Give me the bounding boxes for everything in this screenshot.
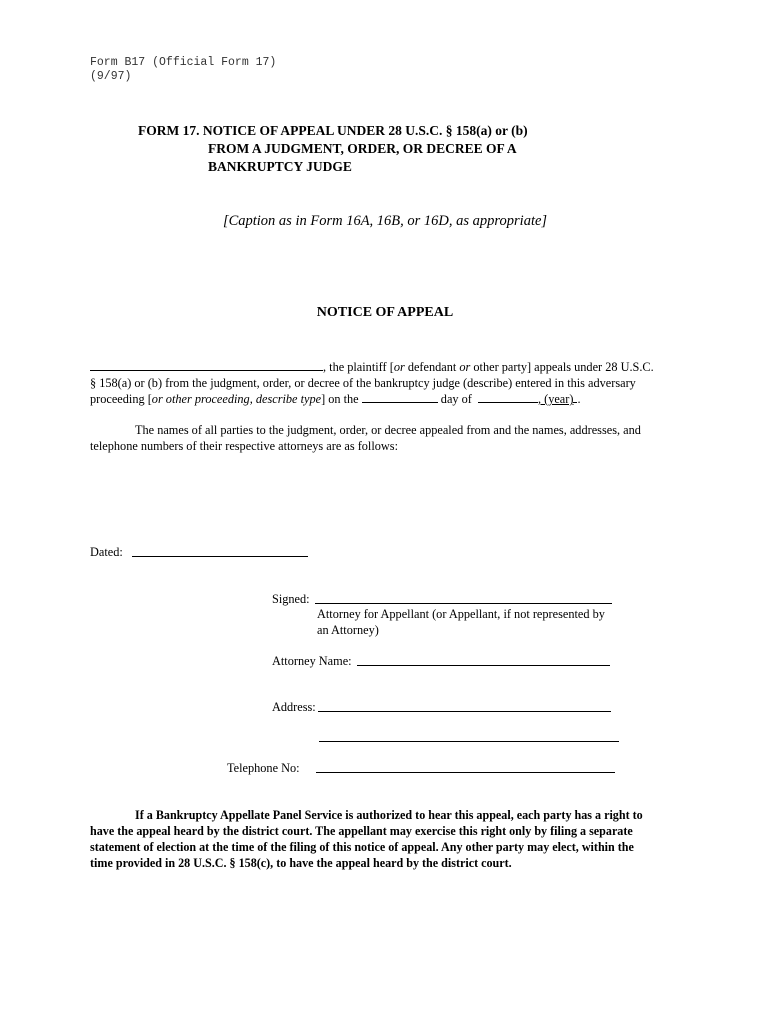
parties-paragraph [90,422,690,454]
text-segment: other party] appeals under 28 U.S.C. [470,360,654,374]
form-title-line2: FROM A JUDGMENT, ORDER, OR DECREE OF A [208,141,517,156]
text-segment: defendant [404,360,460,374]
signature-field[interactable] [315,603,612,604]
text-segment: or [459,360,471,374]
appeal-paragraph-line3 [90,391,690,407]
text-segment: or other proceeding, describe type [151,392,322,406]
appellant-name-blank[interactable] [90,360,323,371]
form-title [138,122,528,176]
text-segment: or [393,360,405,374]
attorney-note-line1: Attorney for Appellant (or Appellant, if not represented by [317,607,605,621]
form-id-line2: (9/97) [90,70,132,83]
attorney-name-field[interactable] [357,665,610,666]
dated-field[interactable] [132,556,308,557]
month-blank[interactable] [478,392,538,403]
bap-notice-line4: time provided in 28 U.S.C. § 158(c), to have the appeal heard by the district court. [90,856,512,870]
signed-label: Signed: [272,592,310,606]
address-field-line2[interactable] [319,741,619,742]
telephone-label: Telephone No: [227,761,300,775]
notice-heading: NOTICE OF APPEAL [316,305,454,320]
year-field[interactable]: , (year) [537,392,574,406]
text-segment: , the plaintiff [ [323,360,394,374]
appeal-paragraph [90,359,690,407]
address-field-line1[interactable] [318,711,611,712]
appeal-paragraph-line1 [90,359,690,375]
text-segment: day of [440,392,472,406]
telephone-field[interactable] [316,772,615,773]
form-id [90,56,276,84]
text-segment: ] on the [321,392,359,406]
bap-notice-line2: have the appeal heard by the district court. The appellant may exercise this right only by filing a separate [90,824,633,838]
address-label: Address: [272,700,316,714]
attorney-name-label: Attorney Name: [272,654,352,668]
bap-notice-line1: If a Bankruptcy Appellate Panel Service is authorized to hear this appeal, each party has a right to [135,808,643,822]
day-blank[interactable] [362,392,438,403]
form-title-line3: BANKRUPTCY JUDGE [208,159,352,174]
attorney-note-line2: an Attorney) [317,623,379,637]
form-title-line1: FORM 17. NOTICE OF APPEAL UNDER 28 U.S.C. § 158(a) or (b) [138,123,528,138]
appeal-paragraph-line2: § 158(a) or (b) from the judgment, order, or decree of the bankruptcy judge (describe) entered in this adversary [90,376,636,390]
form-id-line1: Form B17 (Official Form 17) [90,56,277,69]
parties-paragraph-line2: telephone numbers of their respective attorneys are as follows: [90,439,398,453]
dated-label: Dated: [90,545,123,559]
text-segment: proceeding [ [90,392,152,406]
text-segment: . [577,392,581,406]
parties-paragraph-line1: The names of all parties to the judgment, order, or decree appealed from and the names, addresses, and [135,423,641,437]
bap-notice [90,807,690,871]
attorney-note [317,606,605,638]
bap-notice-line3: statement of election at the time of the filing of this notice of appeal. Any other party may elect, within the [90,840,634,854]
caption-instruction: [Caption as in Form 16A, 16B, or 16D, as appropriate] [222,213,548,229]
